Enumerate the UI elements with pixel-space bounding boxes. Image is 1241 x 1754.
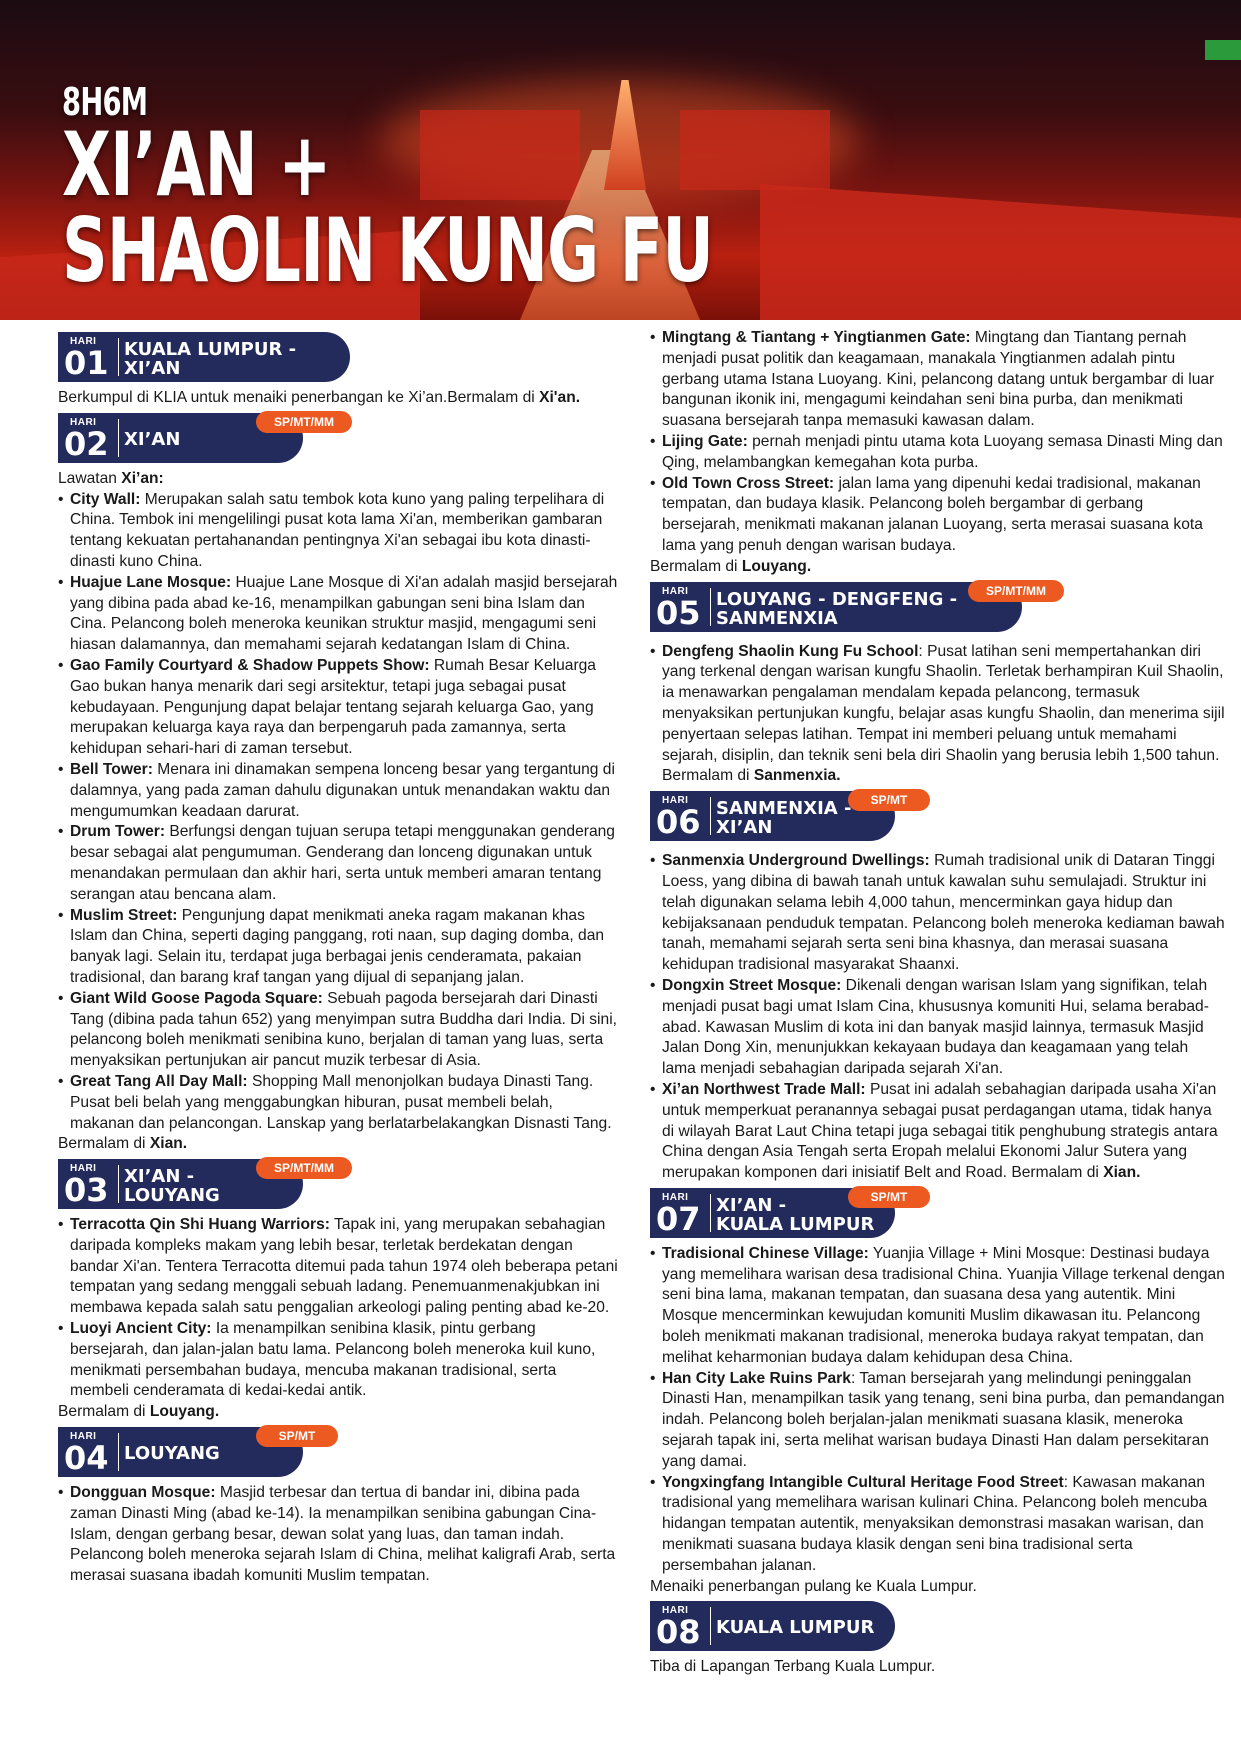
right-column [650,328,1225,1678]
list-item: • Terracotta Qin Shi Huang Warriors: Tapak ini, yang merupakan sebahagian daripada kompleks makam yang lebih besar, terletak berdekatan dengan bandar Xi'an. Tentera Terracotta ditemui pada tahun 1974 oleh beberapa petani tempatan yang sedang menggali sebuah ladang. Penemuanmenakjubkan ini membawa kepada salah satu penggalian arkeologi paling penting abad ke-20. [58,1215,618,1319]
list-item: • Great Tang All Day Mall: Shopping Mall menonjolkan budaya Dinasti Tang. Pusat beli belah yang menggabungkan hiburan, pusat membeli belah, makanan dan pelancongan. Lanskap yang berlatarbelakangkan Disnasti Tang. [58,1072,618,1134]
day-01-header: HARI 01 KUALA LUMPUR - XI’AN [58,330,618,386]
meal-tag: SP/MT [848,1186,930,1208]
meal-tag: SP/MT [848,789,930,811]
list-item: • Dengfeng Shaolin Kung Fu School: Pusat latihan seni mempertahankan diri yang terkenal dengan warisan kungfu Shaolin. Terletak berhampiran Kuil Shaolin, ia menawarkan pengalaman mendalam kepada pelancong, termasuk menyaksikan pertunjukan kungfu, belajar asas kungfu Shaolin, dan menerima sijil penyertaan selepas latihan. Tempat ini memberi peluang untuk memahami sejarah, disiplin, dan teknik seni bela diri Shaolin yang berusia lebih 1,500 tahun. Bermalam di Sanmenxia. [650,642,1225,788]
day-08-text: Tiba di Lapangan Terbang Kuala Lumpur. [650,1658,936,1676]
tour-duration: 8H6M [62,80,148,124]
day-07-header: SP/MT HARI 07 XI’AN - KUALA LUMPUR [650,1186,1225,1242]
list-item: • Dongxin Street Mosque: Dikenali dengan warisan Islam yang signifikan, telah menjadi pusat bagi umat Islam Cina, khususnya komuniti Hui, selama berabad-abad. Kawasan Muslim di kota ini dan banyak masjid lainnya, termasuk Masjid Jalan Dong Xin, menunjukkan kekayaan budaya dan keagamaan yang telah lama menjadi sebahagian daripada sejarah Xi'an. [650,976,1225,1080]
meal-tag: SP/MT/MM [256,411,352,433]
left-column [58,328,618,1587]
meal-tag: SP/MT/MM [256,1157,352,1179]
list-item: • Old Town Cross Street: jalan lama yang dipenuhi kedai tradisional, makanan tempatan, dan budaya klasik. Pelancong boleh bergambar di gerbang bersejarah, menikmati makanan jalanan Luoyang, serta merasai suasana kota lama yang penuh dengan warisan budaya. [650,474,1225,557]
day-number: 01 [64,344,109,382]
day-07-closing: Menaiki penerbangan pulang ke Kuala Lumpur. [650,1577,977,1595]
day-03-stay: Bermalam di Louyang. [58,1403,220,1421]
list-item: • Lijing Gate: pernah menjadi pintu utama kota Luoyang semasa Dinasti Ming dan Qing, melambangkan kemegahan kota purba. [650,432,1225,474]
day-04-stay: Bermalam di Louyang. [650,557,812,575]
list-item: • City Wall: Merupakan salah satu tembok kota kuno yang paling terpelihara di China. Tembok ini mengelilingi pusat kota lama Xi'an, memberikan gambaran tentang kekuatan pertahanandan pentingnya Xi'an sebagai ibu kota dinasti-dinasti kuno China. [58,490,618,573]
title-line1: XI’AN + [62,113,331,216]
day-04-header: SP/MT HARI 04 LOUYANG [58,1425,618,1481]
list-item: • Tradisional Chinese Village: Yuanjia Village + Mini Mosque: Destinasi budaya yang memelihara warisan desa tradisional China. Yuanjia Village terkenal dengan seni bina lama, makanan tempatan, dan suasana desa yang autentik. Mini Mosque mencerminkan kewujudan komuniti Muslim dikawasan itu. Pelancong boleh menikmati makanan tradisional, meneroka budaya rakyat tempatan, dan melihat keharmonian budaya dalam kehidupan desa China. [650,1244,1225,1369]
list-item: • Gao Family Courtyard & Shadow Puppets Show: Rumah Besar Keluarga Gao bukan hanya menarik dari segi arsitektur, tetapi juga sebagai pusat kebudayaan. Pengunjung dapat belajar tentang sejarah keluarga Gao, yang merupakan keluarga kaya raya dan berpengaruh pada zamannya, serta kehidupan sehari-hari di zaman tersebut. [58,656,618,760]
day-title: XI’AN - LOUYANG [124,1166,220,1207]
list-item: • Bell Tower: Menara ini dinamakan sempena lonceng besar yang tergantung di dalamnya, yang pada zaman dahulu digunakan untuk menandakan waktu dan mengumumkan keadaan darurat. [58,760,618,822]
day-number: 07 [656,1199,701,1238]
list-item: • Drum Tower: Berfungsi dengan tujuan serupa tetapi menggunakan genderang besar sebagai alat pengumuman. Genderang dan lonceng digunakan untuk menandakan permulaan dan akhir hari, serta untuk memberi amaran tentang serangan atau bencana alam. [58,822,618,905]
list-item: • Muslim Street: Pengunjung dapat menikmati aneka ragam makanan khas Islam dan China, seperti daging panggang, roti naan, sup daging domba, dan banyak lagi. Selain itu, terdapat juga berbagai jenis cenderamata, pakaian tradisional, dan barang kraf tangan yang dijual di sepanjang jalan. [58,906,618,989]
day-number: 08 [656,1613,701,1652]
day-05-list [650,642,1225,788]
day-06-list [650,851,1225,1184]
hero-title [62,80,714,302]
day-number: 02 [64,424,109,463]
day-number: 06 [656,803,701,842]
day-02-intro: Lawatan Xi’an: [58,469,164,487]
day-02-stay: Bermalam di Xian. [58,1135,188,1153]
day-title: LOUYANG - DENGFENG - SANMENXIA [716,588,958,629]
day-number: 03 [64,1171,109,1210]
list-item: • Huajue Lane Mosque: Huajue Lane Mosque di Xi'an adalah masjid bersejarah yang dibina pada abad ke-16, menampilkan gabungan seni bina Islam dan Cina. Pelancong boleh meneroka keunikan struktur masjid, mengagumi seni hiasan dalamannya, dan memahami sejarah kedatangan Islam di China. [58,573,618,656]
day-02-header: SP/MT/MM HARI 02 XI’AN [58,411,618,467]
day-03-list [58,1215,618,1402]
list-item: • Han City Lake Ruins Park: Taman bersejarah yang melindungi peninggalan Dinasti Han, menampilkan tasik yang tenang, seni bina purba, dan pemandangan indah. Pelancong boleh berjalan-jalan menikmati suasana klasik, meneroka sejarah tapak ini, serta melihat warisan budaya Dinasti Han dalam persekitaran yang damai. [650,1369,1225,1473]
day-08-header: HARI 08 KUALA LUMPUR [650,1599,1225,1655]
day-04-list-a [58,1483,618,1587]
day-07-list [650,1244,1225,1577]
day-title: XI’AN - KUALA LUMPUR [716,1194,875,1235]
meal-tag: SP/MT/MM [968,580,1064,602]
day-title: SANMENXIA - XI’AN [716,798,852,839]
day-03-header: SP/MT/MM HARI 03 XI’AN - LOUYANG [58,1157,618,1213]
day-number: 04 [64,1439,109,1478]
day-05-header: SP/MT/MM HARI 05 LOUYANG - DENGFENG - SANMENXIA [650,580,1225,640]
list-item: • Dongguan Mosque: Masjid terbesar dan tertua di bandar ini, dibina pada zaman Dinasti Ming (abad ke-14). Ia menampilkan senibina gabungan Cina-Islam, dengan gerbang besar, dewan solat yang luas, dan taman indah. Pelancong boleh meneroka sejarah Islam di China, melihat kaligrafi Arab, serta merasai suasana ibadah komuniti Muslim tempatan. [58,1483,618,1587]
day-06-header: SP/MT HARI 06 SANMENXIA - XI’AN [650,789,1225,849]
meal-tag: SP/MT [256,1425,338,1447]
day-01-text: Berkumpul di KLIA untuk menaiki penerbangan ke Xi’an.Bermalam di Xi'an. [58,389,581,406]
day-02-list [58,490,618,1135]
day-number: 05 [656,593,701,632]
list-item: • Sanmenxia Underground Dwellings: Rumah tradisional unik di Dataran Tinggi Loess, yang dibina di bawah tanah untuk kawalan suhu semulajadi. Struktur ini telah digunakan selama lebih 4,000 tahun, mencerminkan gaya hidup dan kebijaksanaan penduduk tempatan. Pelancong boleh meneroka kediaman bawah tanah, memahami sejarah serta seni bina khasnya, dan merasai suasana kehidupan tradisional masyarakat Shaanxi. [650,851,1225,976]
list-item: • Giant Wild Goose Pagoda Square: Sebuah pagoda bersejarah dari Dinasti Tang (dibina pada tahun 652) yang menyimpan sutra Buddha dari India. Di sini, pelancong boleh menikmati senibina kuno, berjalan di taman yang luas, serta menyaksikan pertunjukan air pancut muzik terbesar di Asia. [58,989,618,1072]
day-title: XI’AN [124,428,181,450]
list-item: • Mingtang & Tiantang + Yingtianmen Gate: Mingtang dan Tiantang pernah menjadi pusat politik dan keagamaan, manakala Yingtianmen adalah pintu gerbang utama Istana Luoyang. Kini, pelancong datang untuk bergambar di luar bangunan ikonik ini, mengagumi keindahan seni bina purba, dan menikmati suasana bersejarah tanpa memasuki kawasan dalam. [650,328,1225,432]
list-item: • Luoyi Ancient City: Ia menampilkan senibina klasik, pintu gerbang bersejarah, dan jalan-jalan batu lama. Pelancong boleh meneroka kuil kuno, menikmati persembahan budaya, mencuba makanan tradisional, serta membeli cenderamata di kedai-kedai antik. [58,1319,618,1402]
title-line2: SHAOLIN KUNG FU [62,199,714,302]
hero-banner [0,0,1241,320]
day-title: KUALA LUMPUR - XI’AN [124,339,297,379]
day-title: KUALA LUMPUR [716,1617,875,1639]
day-04-list-b [650,328,1225,557]
list-item: • Xi’an Northwest Trade Mall: Pusat ini adalah sebahagian daripada usaha Xi'an untuk memperkuat peranannya sebagai pusat perdagangan utama, tidak hanya di wilayah Barat Laut China tetapi juga sebagai titik penghubung strategis antara China dengan Asia Tengah serta Eropah melalui Ekonomi Jalur Sutera yang merupakan komponen dari inisiatif Belt and Road. Bermalam di Xian. [650,1080,1225,1184]
day-title: LOUYANG [124,1443,220,1465]
list-item: • Yongxingfang Intangible Cultural Heritage Food Street: Kawasan makanan tradisional yang memelihara warisan kulinari China. Pelancong boleh mencuba hidangan tempatan autentik, menyaksikan demonstrasi masakan warisan, dan menikmati suasana budaya klasik dengan seni bina tradisional serta persembahan jalanan. [650,1473,1225,1577]
